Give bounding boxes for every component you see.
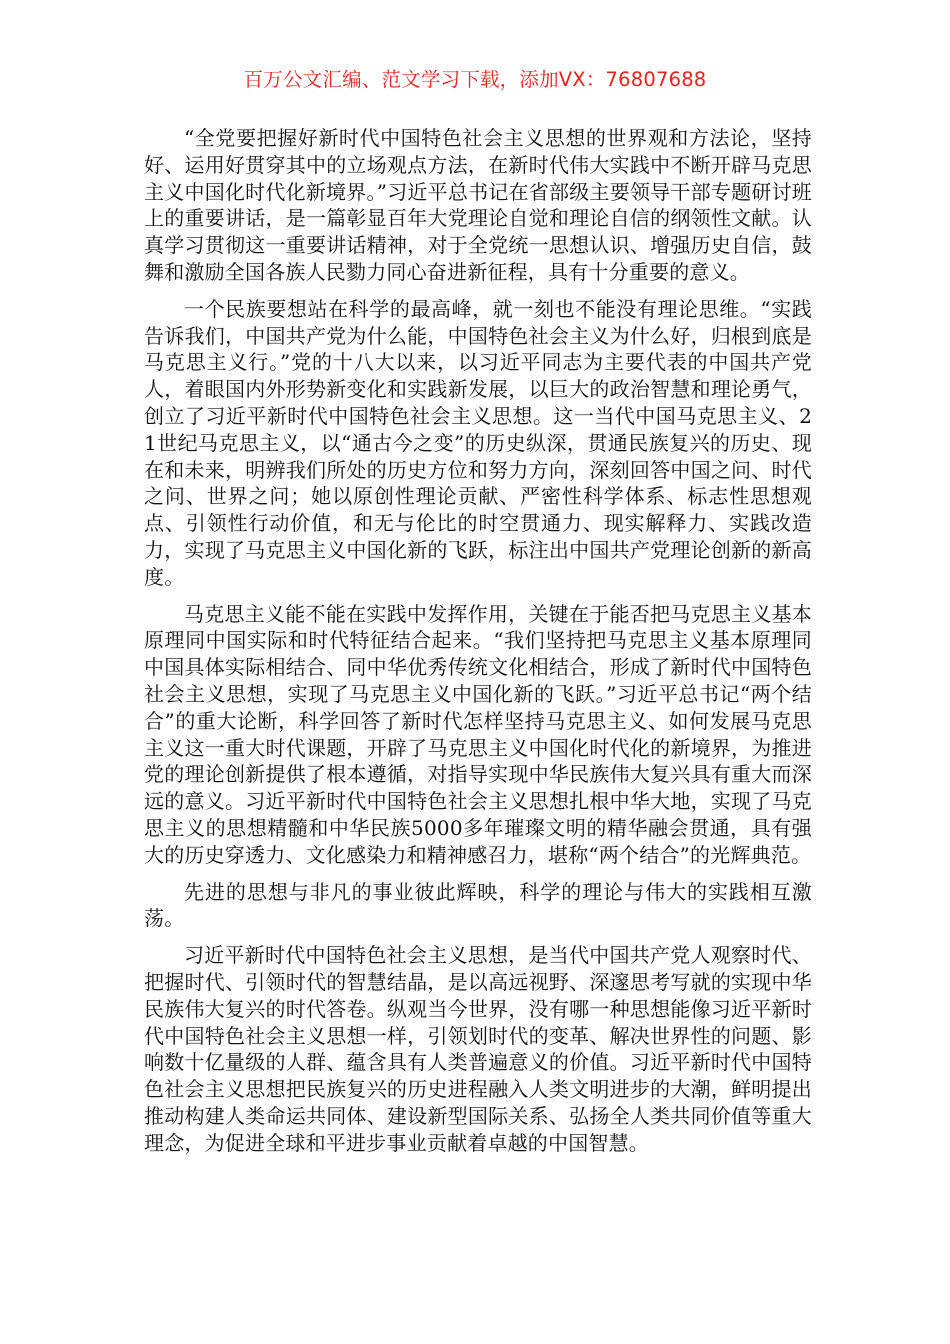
paragraph-1: “全党要把握好新时代中国特色社会主义思想的世界观和方法论，坚持好、运用好贯穿其中的立场观点方法，在新时代伟大实践中不断开辟马克思主义中国化时代化新境界。”习近平总书记在省部级主要领导干部专题研讨班上的重要讲话，是一篇彰显百年大党理论自觉和理论自信的纲领性文献。认真学习贯彻这一重要讲话精神，对于全党统一思想认识、增强历史自信，鼓舞和激励全国各族人民勠力同心奋进新征程，具有十分重要的意义。 <box>144 126 812 284</box>
paragraph-5: 习近平新时代中国特色社会主义思想，是当代中国共产党人观察时代、把握时代、引领时代的智慧结晶，是以高远视野、深邃思考写就的实现中华民族伟大复兴的时代答卷。纵观当今世界，没有哪一种思想能像习近平新时代中国特色社会主义思想一样，引领划时代的变革、解决世界性的问题、影响数十亿量级的人群、蕴含具有人类普遍意义的价值。习近平新时代中国特色社会主义思想把民族复兴的历史进程融入人类文明进步的大潮，鲜明提出推动构建人类命运共同体、建设新型国际关系、弘扬全人类共同价值等重大理念，为促进全球和平进步事业贡献着卓越的中国智慧。 <box>144 943 812 1155</box>
paragraph-3: 马克思主义能不能在实践中发挥作用，关键在于能否把马克思主义基本原理同中国实际和时代特征结合起来。“我们坚持把马克思主义基本原理同中国具体实际相结合、同中华优秀传统文化相结合，形成了新时代中国特色社会主义思想，实现了马克思主义中国化新的飞跃。”习近平总书记“两个结合”的重大论断，科学回答了新时代怎样坚持马克思主义、如何发展马克思主义这一重大时代课题，开辟了马克思主义中国化时代化的新境界，为推进党的理论创新提供了根本遵循，对指导实现中华民族伟大复兴具有重大而深远的意义。习近平新时代中国特色社会主义思想扎根中华大地，实现了马克思主义的思想精髓和中华民族5000多年璀璨文明的精华融会贯通，具有强大的历史穿透力、文化感染力和精神感召力，堪称“两个结合”的光辉典范。 <box>144 601 812 867</box>
paragraph-4: 先进的思想与非凡的事业彼此辉映，科学的理论与伟大的实践相互激荡。 <box>144 879 812 931</box>
paragraph-2: 一个民族要想站在科学的最高峰，就一刻也不能没有理论思维。“实践告诉我们，中国共产党为什么能，中国特色社会主义为什么好，归根到底是马克思主义行。”党的十八大以来，以习近平同志为主要代表的中国共产党人，着眼国内外形势新变化和实践新发展，以巨大的政治智慧和理论勇气，创立了习近平新时代中国特色社会主义思想。这一当代中国马克思主义、21世纪马克思主义，以“通古今之变”的历史纵深，贯通民族复兴的历史、现在和未来，明辨我们所处的历史方位和努力方向，深刻回答中国之问、时代之问、世界之问；她以原创性理论贡献、严密性科学体系、标志性思想观点、引领性行动价值，和无与伦比的时空贯通力、现实解释力、实践改造力，实现了马克思主义中国化新的飞跃，标注出中国共产党理论创新的新高度。 <box>144 296 812 589</box>
article-body <box>144 125 812 1166</box>
header-banner: 百万公文汇编、范文学习下载，添加VX：76807688 <box>243 68 707 91</box>
